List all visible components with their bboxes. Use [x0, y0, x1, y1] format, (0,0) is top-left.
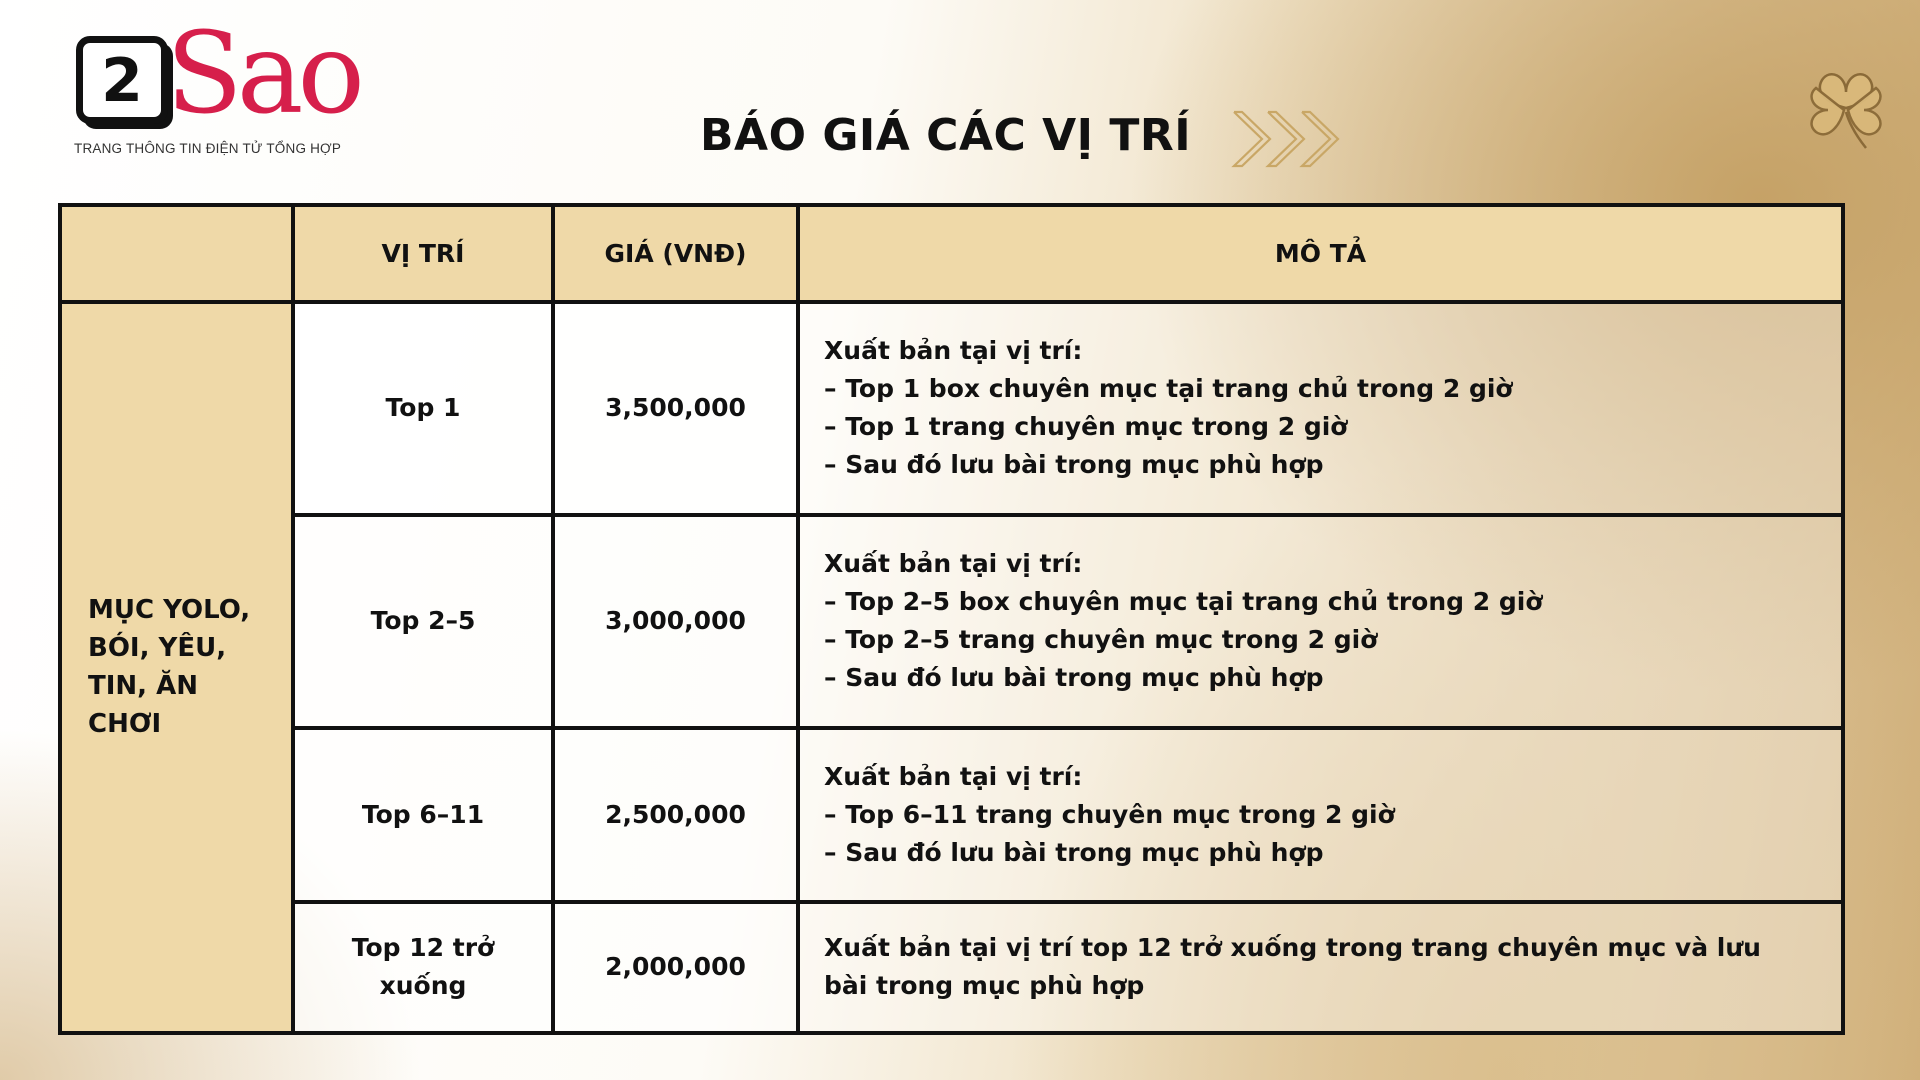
header-description: MÔ TẢ	[798, 205, 1843, 302]
logo-tagline: TRANG THÔNG TIN ĐIỆN TỬ TỔNG HỢP	[74, 141, 342, 156]
description-line: – Top 1 box chuyên mục tại trang chủ trong 2 giờ	[824, 374, 1513, 404]
description-line: – Sau đó lưu bài trong mục phù hợp	[824, 663, 1324, 693]
category-line: MỤC YOLO,	[88, 595, 251, 626]
position-cell: Top 2–5	[293, 515, 553, 728]
description-cell	[798, 515, 1843, 728]
category-cell	[60, 302, 293, 1033]
table-row	[60, 515, 1843, 728]
position-line: Top 12 trở	[351, 933, 495, 963]
header-position: VỊ TRÍ	[293, 205, 553, 302]
description-line: – Top 2–5 trang chuyên mục trong 2 giờ	[824, 625, 1378, 655]
table-row	[60, 728, 1843, 902]
position-cell: Top 6–11	[293, 728, 553, 902]
position-line: xuống	[379, 971, 467, 1001]
logo-word: Sao	[166, 9, 359, 139]
category-line: CHƠI	[88, 709, 162, 740]
header-empty	[60, 205, 293, 302]
price-cell: 3,500,000	[553, 302, 798, 515]
site-logo	[74, 9, 359, 162]
description-line: – Top 2–5 box chuyên mục tại trang chủ trong 2 giờ	[824, 587, 1543, 617]
clover-icon	[1800, 64, 1892, 156]
description-line: – Sau đó lưu bài trong mục phù hợp	[824, 837, 1324, 867]
table-row	[60, 902, 1843, 1033]
pricing-table-container	[58, 203, 1841, 1035]
position-cell	[293, 902, 553, 1033]
price-cell: 2,500,000	[553, 728, 798, 902]
description-line: Xuất bản tại vị trí:	[824, 336, 1083, 366]
description-line: – Sau đó lưu bài trong mục phù hợp	[824, 450, 1324, 480]
description-cell	[798, 302, 1843, 515]
position-cell: Top 1	[293, 302, 553, 515]
price-cell: 2,000,000	[553, 902, 798, 1033]
category-line: BÓI, YÊU,	[88, 633, 227, 664]
table-row	[60, 302, 1843, 515]
table-header-row	[60, 205, 1843, 302]
description-line: – Top 6–11 trang chuyên mục trong 2 giờ	[824, 799, 1395, 829]
chevrons-decoration-icon	[1228, 106, 1348, 172]
price-cell: 3,000,000	[553, 515, 798, 728]
description-line: Xuất bản tại vị trí:	[824, 549, 1083, 579]
pricing-table	[58, 203, 1845, 1035]
logo-number: 2	[101, 46, 143, 116]
description-text: Xuất bản tại vị trí top 12 trở xuống trong trang chuyên mục và lưu bài trong mục phù hợp	[824, 933, 1761, 1001]
header-price: GIÁ (VNĐ)	[553, 205, 798, 302]
description-line: – Top 1 trang chuyên mục trong 2 giờ	[824, 412, 1348, 442]
page-title: BÁO GIÁ CÁC VỊ TRÍ	[700, 110, 1192, 161]
logo-box	[76, 36, 168, 124]
category-line: TIN, ĂN	[88, 671, 198, 702]
description-line: Xuất bản tại vị trí:	[824, 761, 1083, 791]
description-cell	[798, 902, 1843, 1033]
description-cell	[798, 728, 1843, 902]
